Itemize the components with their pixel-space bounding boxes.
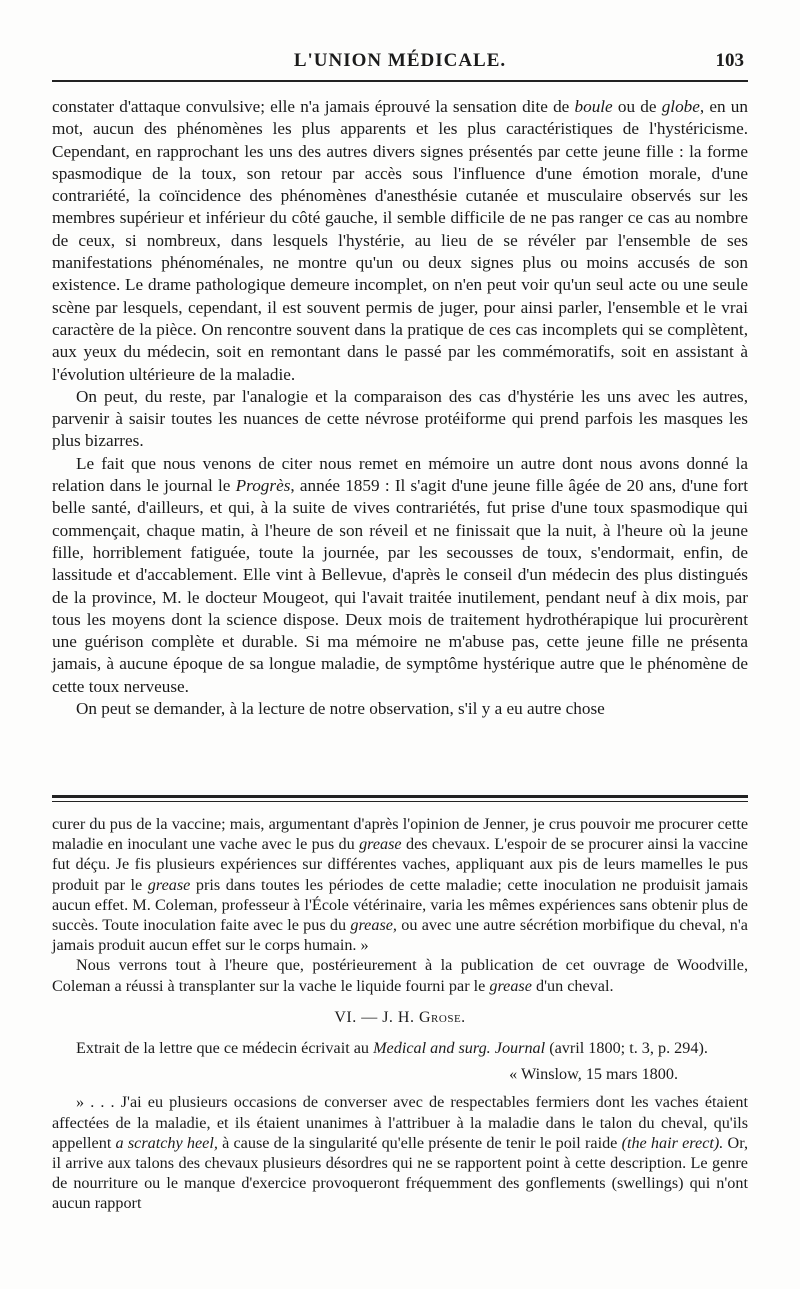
letter-dateline: « Winslow, 15 mars 1800. <box>509 1065 678 1084</box>
running-header <box>52 46 748 76</box>
paragraph: Le fait que nous venons de citer nous remet en mémoire un autre dont nous avons donné la relation dans le journal le Progrès, année 1859 : Il s'agit d'une jeune fille âgée de 20 ans, d'une fort belle santé, d'ailleurs, et qui, à la suite de vives contrariétés, fut prise d'une toux spasmodique qui commençait, chaque matin, à l'heure de son réveil et ne finissait que la nuit, à l'heure où la jeune fille, horriblement fatiguée, toute la journée, par les secousses de toux, s'endormait, enfin, de lassitude et d'accablement. Elle vint à Bellevue, d'après le conseil d'un médecin des plus distingués de la province, M. le docteur Mougeot, qui l'avait traitée inutilement, pendant neuf à dix mois, par tous les moyens dont la science dispose. Deux mois de traitement hydrothérapique lui procurèrent une guérison complète et durable. Si ma mémoire ne m'abuse pas, cette jeune fille ne présenta jamais, à aucune époque de sa longue maladie, de symptôme hystérique autre que le phénomène de cette toux nerveuse. <box>52 453 748 696</box>
upper-text-block <box>52 96 748 720</box>
lower-text-block <box>52 814 748 1214</box>
paragraph: On peut, du reste, par l'analogie et la comparaison des cas d'hystérie les uns avec les autres, parvenir à saisir toutes les nuances de cette névrose protéiforme qui prend parfois les masques les plus bizarres. <box>52 386 748 451</box>
paragraph: » . . . J'ai eu plusieurs occasions de converser avec de respectables fermiers dont les vaches étaient affectées de la maladie, et ils étaient unanimes à l'attribuer à la maladie dans le talon du cheval, qu'ils appellent a scratchy heel, à cause de la singularité qu'elle présente de tenir le poil raide (the hair erect). Or, il arrive aux talons des chevaux plusieurs désordres qui ne se rapportent point à cette description. Le genre de nourriture ou le manque d'exercice provoqueront fréquemment des gonflements (swellings) qui n'ont aucun rapport <box>52 1093 748 1213</box>
journal-title: L'UNION MÉDICALE. <box>293 50 507 71</box>
paragraph: curer du pus de la vaccine; mais, argumentant d'après l'opinion de Jenner, je crus pouvoir me procurer cette maladie en inoculant une vache avec le pus du grease des chevaux. L'espoir de se procurer ainsi la vaccine fut déçu. Je fis plusieurs expériences sur différentes vaches, appliquant aux pis de leurs mamelles le pus produit par le grease pris dans toutes les périodes de cette maladie; cette inoculation ne produisit jamais aucun effet. M. Coleman, professeur à l'École vétérinaire, varia les mêmes expériences sans obtenir plus de succès. Toute inoculation faite avec le pus du grease, ou avec une autre sécrétion morbifique du cheval, n'a jamais produit aucun effet sur le corps humain. » <box>52 815 748 955</box>
paragraph: Nous verrons tout à l'heure que, postérieurement à la publication de cet ouvrage de Woodville, Coleman a réussi à transplanter sur la vache le liquide fourni par le grease d'un cheval. <box>52 956 748 995</box>
paragraph: Extrait de la lettre que ce médecin écrivait au Medical and surg. Journal (avril 1800; t. 3, p. 294). <box>76 1039 708 1058</box>
page-number: 103 <box>715 50 744 71</box>
section-heading: VI. — J. H. Grose. <box>334 1008 466 1026</box>
paragraph: constater d'attaque convulsive; elle n'a jamais éprouvé la sensation dite de boule ou de globe, en un mot, aucun des phénomènes les plus apparents et les plus caractéristiques de l'hystéricisme. Cependant, en rapprochant les uns des autres divers signes présentés par cette jeune fille : la forme spasmodique de la toux, son retour par accès sous l'influence d'une émotion morale, d'une contrariété, la coïncidence des phénomènes d'anesthésie cutanée et musculaire observés sur les membres supérieur et inférieur du côté gauche, il semble difficile de ne pas ranger ce cas au nombre de ceux, si nombreux, dans lesquels l'hystérie, au lieu de se révéler par l'ensemble de ses manifestations phénoménales, ne montre qu'un ou deux signes plus ou moins accusés de son existence. Le drame pathologique demeure incomplet, on n'en peut voir qu'un seul acte ou une seule scène par lesquels, cependant, il est souvent permis de juger, pour ainsi parler, l'ensemble et le vrai caractère de la pièce. On rencontre souvent dans la pratique de ces cas incomplets qui se complètent, aux yeux du médecin, soit en remontant dans le passé par les commémoratifs, soit en assistant à l'évolution ultérieure de la maladie. <box>52 97 748 384</box>
section-separator <box>52 795 748 802</box>
header-rule <box>52 80 748 82</box>
paragraph: On peut se demander, à la lecture de notre observation, s'il y a eu autre chose <box>76 699 605 719</box>
